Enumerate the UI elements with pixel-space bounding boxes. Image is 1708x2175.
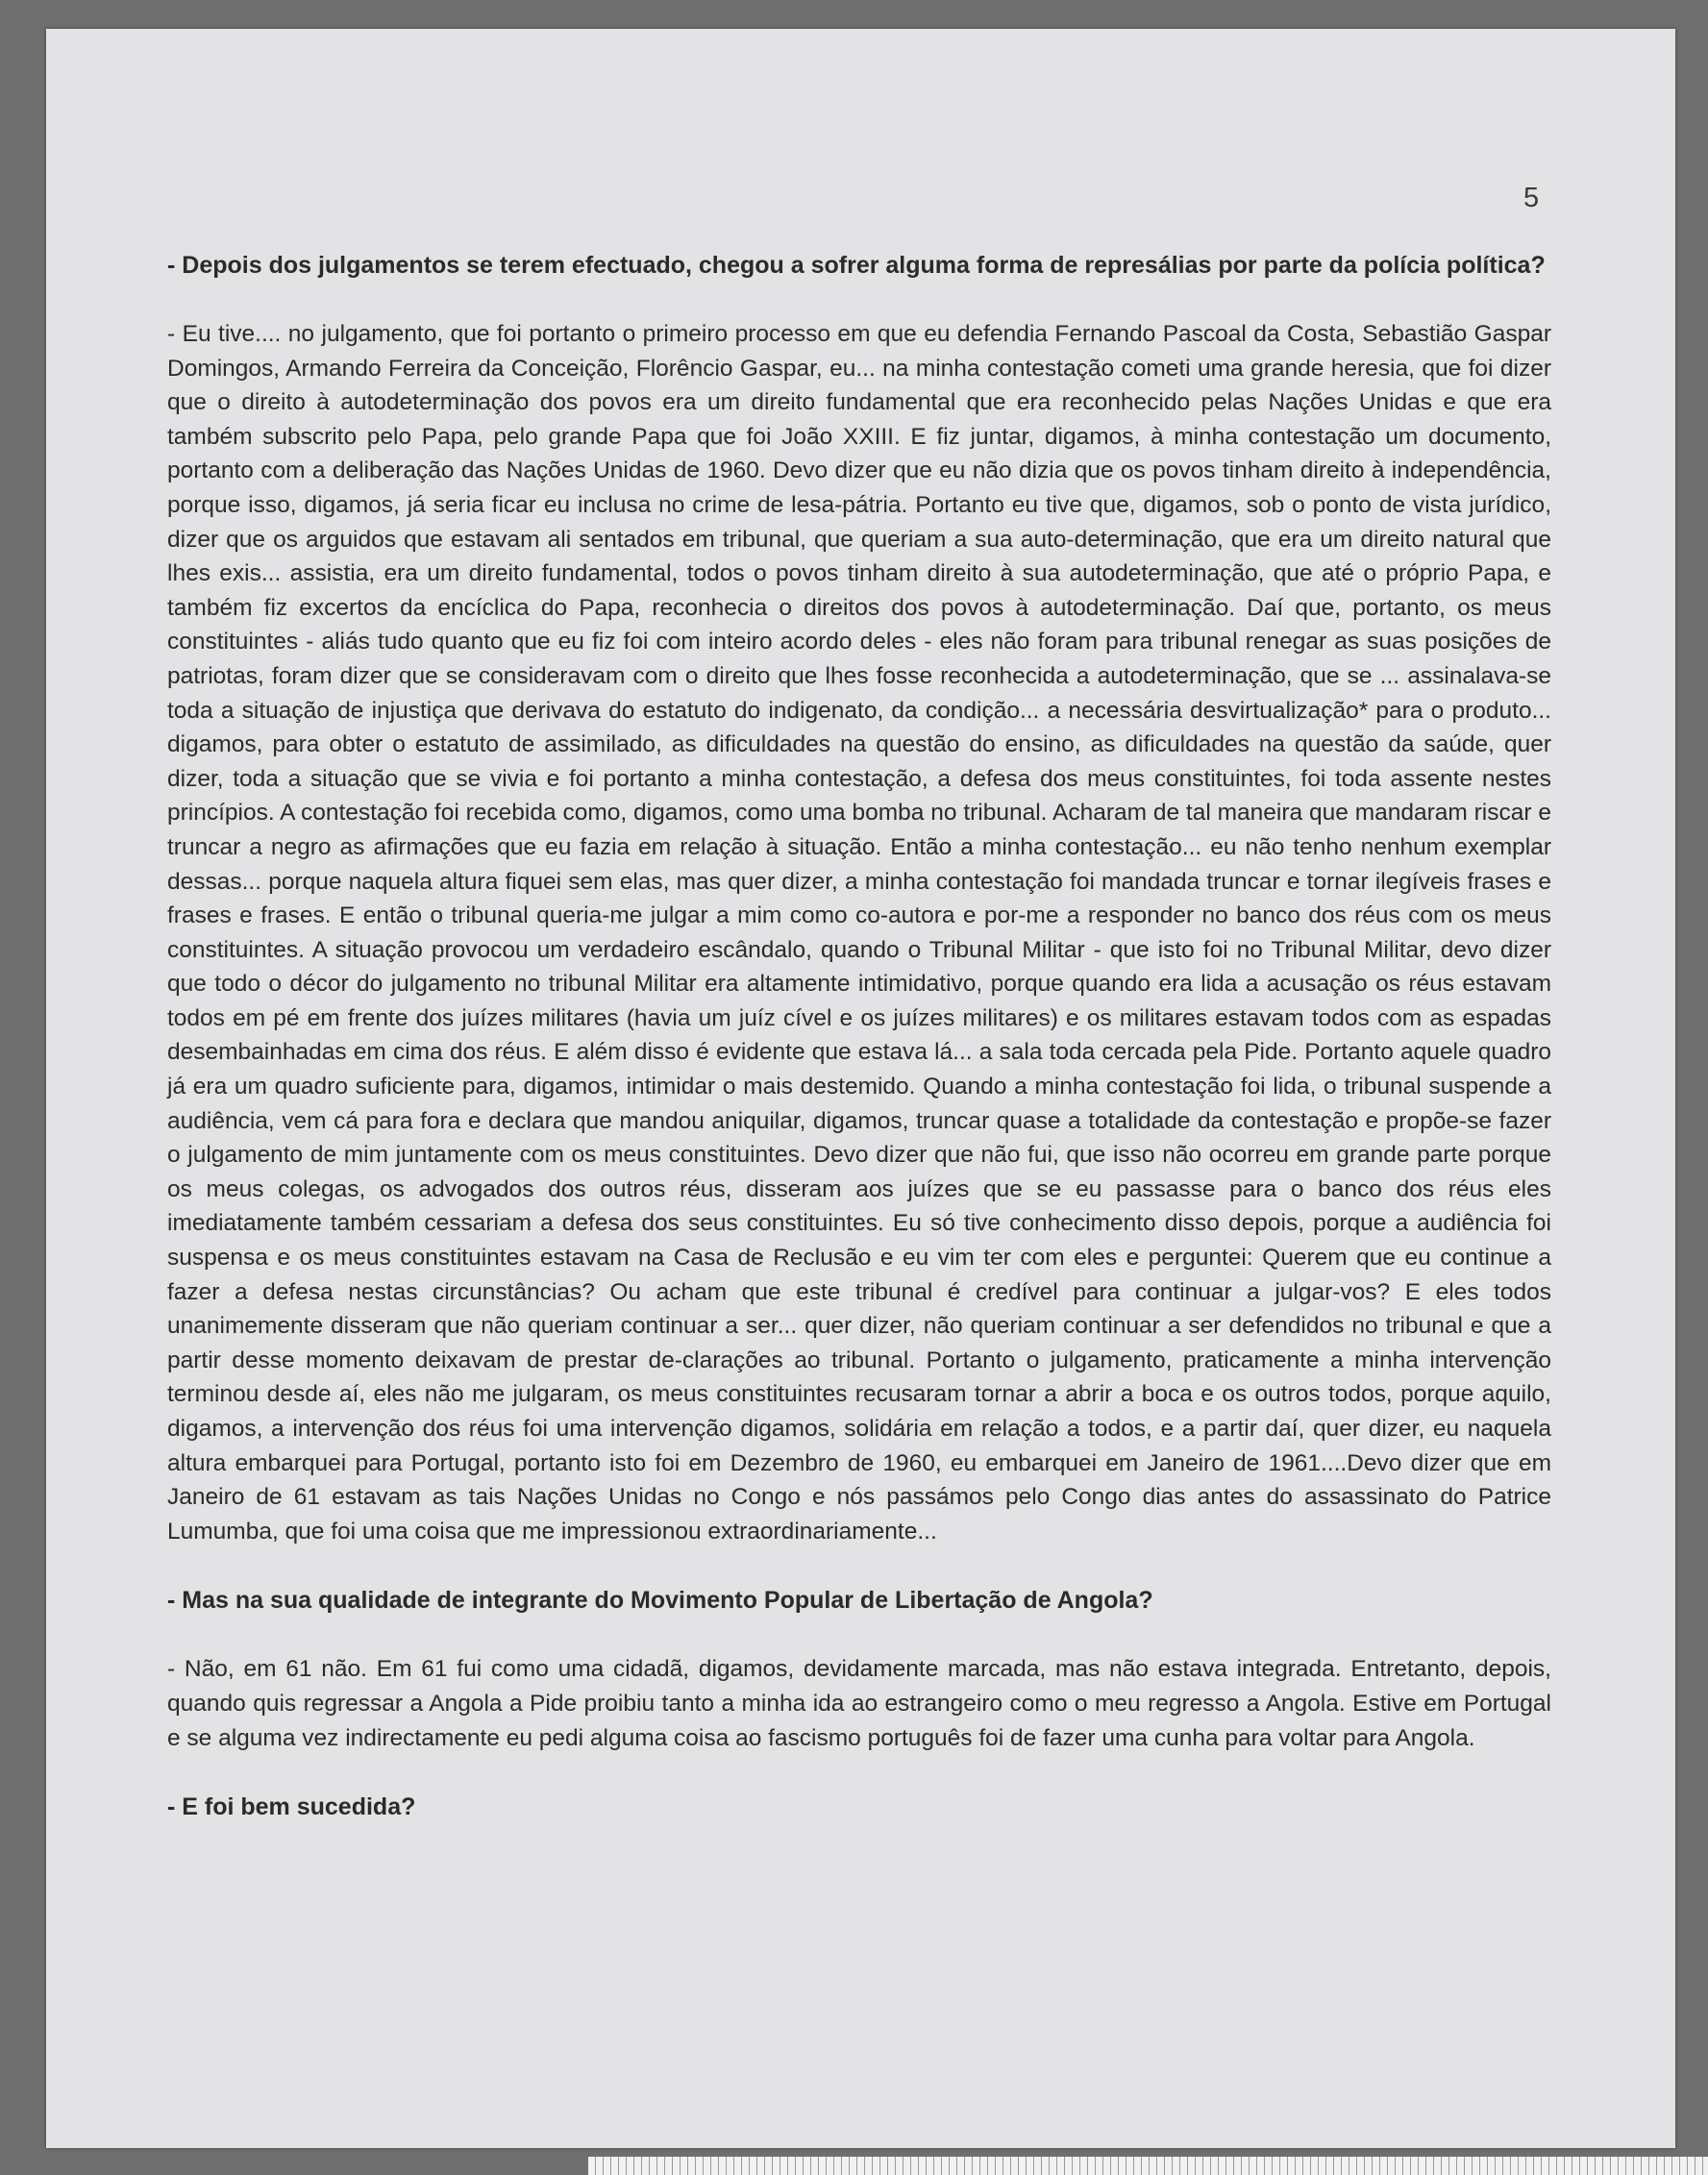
interview-answer: - Não, em 61 não. Em 61 fui como uma cidadã, digamos, devidamente marcada, mas não estava integrada. Entretanto, depois, quando quis regressar a Angola a Pide proibiu tanto a minha ida ao estrangeiro como o meu regresso a Angola. Estive em Portugal e se alguma vez indirectamente eu pedi alguma coisa ao fascismo português foi de fazer uma cunha para voltar para Angola. xyxy=(167,1656,1551,1751)
interview-question: - E foi bem sucedida? xyxy=(167,1793,416,1821)
interview-answer: - Eu tive.... no julgamento, que foi portanto o primeiro processo em que eu defendia Fernando Pascoal da Costa, Sebastião Gaspar Domingos, Armando Ferreira da Conceição, Florêncio Gaspar, eu... na minha contestação cometi uma grande heresia, que foi dizer que o direito à autodeterminação dos povos era um direito fundamental que era reconhecido pelas Nações Unidas e que era também subscrito pelo Papa, pelo grande Papa que foi João XXIII. E fiz juntar, digamos, à minha contestação um documento, portanto com a deliberação das Nações Unidas de 1960. Devo dizer que eu não dizia que os povos tinham direito à independência, porque isso, digamos, já seria ficar eu inclusa no crime de lesa-pátria. Portanto eu tive que, digamos, sob o ponto de vista jurídico, dizer que os arguidos que estavam ali sentados em tribunal, que queriam a sua auto-determinação, que era um direito natural que lhes exis... assistia, era um direito fundamental, todos o povos tinham direito à sua autodeterminação, que até o próprio Papa, e também fiz excertos da encíclica do Papa, reconhecia o direitos dos povos à autodeterminação. Daí que, portanto, os meus constituintes - aliás tudo quanto que eu fiz foi com inteiro acordo deles - eles não foram para tribunal renegar as suas posições de patriotas, foram dizer que se consideravam com o direito que lhes fosse reconhecida a autodeterminação, que se ... assinalava-se toda a situação de injustiça que derivava do estatuto do indigenato, da condição... a necessária desvirtualização* para o produto... digamos, para obter o estatuto de assimilado, as dificuldades na questão do ensino, as dificuldades na questão da saúde, quer dizer, toda a situação que se vivia e foi portanto a minha contestação, a defesa dos meus constituintes, foi toda assente nestes princípios. A contestação foi recebida como, digamos, como uma bomba no tribunal. Acharam de tal maneira que mandaram riscar e truncar a negro as afirmações que eu fazia em relação à situação. Então a minha contestação... eu não tenho nenhum exemplar dessas... porque naquela altura fiquei sem elas, mas quer dizer, a minha contestação foi mandada truncar e tornar ilegíveis frases e frases e frases. E então o tribunal queria-me julgar a mim como co-autora e por-me a responder no banco dos réus com os meus constituintes. A situação provocou um verdadeiro escândalo, quando o Tribunal Militar - que isto foi no Tribunal Militar, devo dizer que todo o décor do julgamento no tribunal Militar era altamente intimidativo, porque quando era lida a acusação os réus estavam todos em pé em frente dos juízes militares (havia um juíz cível e os juízes militares) e os militares estavam todos com as espadas desembainhadas em cima dos réus. E além disso é evidente que estava lá... a sala toda cercada pela Pide. Portanto aquele quadro já era um quadro suficiente para, digamos, intimidar o mais destemido. Quando a minha contestação foi lida, o tribunal suspende a audiência, vem cá para fora e declara que mandou aniquilar, digamos, truncar quase a totalidade da contestação e propõe-se fazer o julgamento de mim juntamente com os meus constituintes. Devo dizer que não fui, que isso não ocorreu em grande parte porque os meus colegas, os advogados dos outros réus, disseram aos juízes que se eu passasse para o banco dos réus eles imediatamente também cessariam a defesa dos seus constituintes. Eu só tive conhecimento disso depois, porque a audiência foi suspensa e os meus constituintes estavam na Casa de Reclusão e eu vim ter com eles e perguntei: Querem que eu continue a fazer a defesa nestas circunstâncias? Ou acham que este tribunal é credível para continuar a julgar-vos? E eles todos unanimemente disseram que não queriam continuar a ser... quer dizer, não queriam continuar a ser defendidos no tribunal e que a partir desse momento deixavam de prestar de-clarações ao tribunal. Portanto o julgamento, praticamente a minha intervenção terminou desde aí, eles não me julgaram, os meus constituintes recusaram tornar a abrir a boca e os outros todos, porque aquilo, digamos, a intervenção dos réus foi uma intervenção digamos, solidária em relação a todos, e a partir daí, quer dizer, eu naquela altura embarquei para Portugal, portanto isto foi em Dezembro de 1960, eu embarquei em Janeiro de 1961....Devo dizer que em Janeiro de 61 estavam as tais Nações Unidas no Congo e nós passámos pelo Congo dias antes do assassinato do Patrice Lumumba, que foi uma coisa que me impressionou extraordinariamente... xyxy=(167,321,1551,1545)
scan-ruler xyxy=(588,2157,1708,2175)
page-number: 5 xyxy=(1523,183,1540,213)
interview-question: - Depois dos julgamentos se terem efectuado, chegou a sofrer alguma forma de represálias por parte da polícia política? xyxy=(167,252,1546,279)
interview-question: - Mas na sua qualidade de integrante do Movimento Popular de Libertação de Angola? xyxy=(167,1587,1153,1615)
interview-transcript xyxy=(167,248,1551,1859)
